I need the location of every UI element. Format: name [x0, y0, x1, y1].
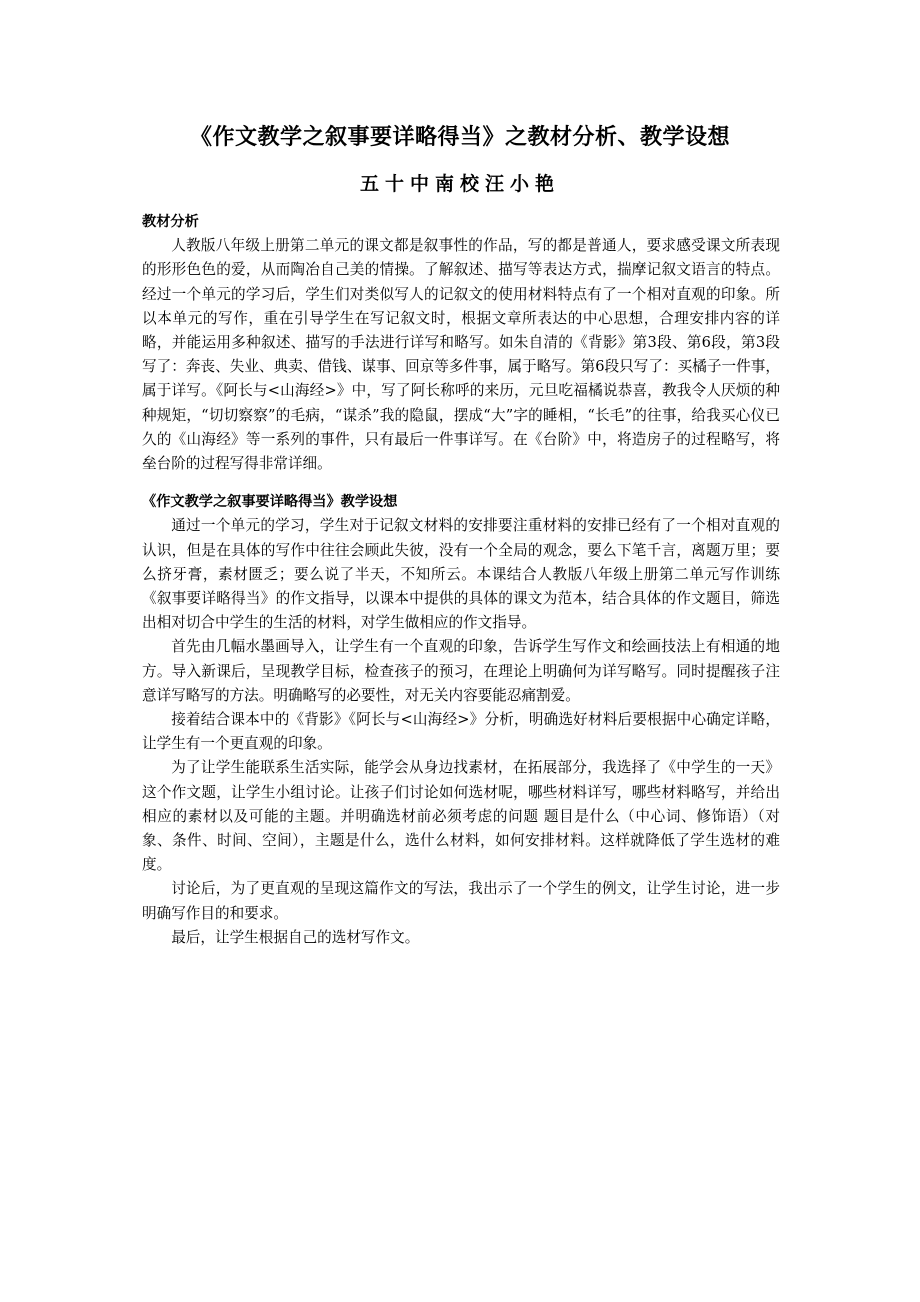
section-heading: 教材分析 [142, 214, 199, 230]
paragraph: 最后，让学生根据自己的选材写作文。 [171, 928, 420, 946]
paragraph: 首先由几幅水墨画导入，让学生有一个直观的印象，告诉学生写作文和绘画技法上有相通的地方。导入新课后，呈现教学目标，检查孩子的预习，在理论上明确何为详写略写。同时提醒孩子注意详写略写的方法。明确略写的必要性，对无关内容要能忍痛割爱。 [142, 638, 780, 704]
section-material-analysis [142, 210, 780, 476]
paragraph: 通过一个单元的学习，学生对于记叙文材料的安排要注重材料的安排已经有了一个相对直观的认识，但是在具体的写作中往往会顾此失彼，没有一个全局的观念，要么下笔千言，离题万里；要么挤牙膏，素材匮乏；要么说了半天，不知所云。本课结合人教版八年级上册第二单元写作训练《叙事要详略得当》的作文指导，以课本中提供的具体的课文为范本，结合具体的作文题目，筛选出相对切合中学生的生活的材料，对学生做相应的作文指导。 [142, 517, 780, 632]
paragraph: 人教版八年级上册第二单元的课文都是叙事性的作品，写的都是普通人，要求感受课文所表现的形形色色的爱，从而陶冶自己美的情操。了解叙述、描写等表达方式，揣摩记叙文语言的特点。经过一个单元的学习后，学生们对类似写人的记叙文的使用材料特点有了一个相对直观的印象。所以本单元的写作，重在引导学生在写记叙文时，根据文章所表达的中心思想，合理安排内容的详略，并能运用多种叙述、描写的手法进行详写和略写。如朱自清的《背影》第3段、第6段，第3段写了：奔丧、失业、典卖、借钱、谋事、回京等多件事，属于略写。第6段只写了：买橘子一件事，属于详写。《阿长与<山海经>》中，写了阿长称呼的来历，元旦吃福橘说恭喜，教我令人厌烦的种种规矩，“切切察察”的毛病，“谋杀”我的隐鼠，摆成“大”字的睡相，“长毛”的往事，给我买心仪已久的《山海经》等一系列的事件，只有最后一件事详写。在《台阶》中，将造房子的过程略写，将垒台阶的过程写得非常详细。 [142, 237, 780, 473]
paragraph: 接着结合课本中的《背影》《阿长与<山海经>》分析，明确选好材料后要根据中心确定详略，让学生有一个更直观的印象。 [142, 711, 780, 753]
section-heading: 《作文教学之叙事要详略得当》教学设想 [142, 494, 398, 511]
section-teaching-plan [142, 490, 780, 950]
paragraph: 讨论后，为了更直观的呈现这篇作文的写法，我出示了一个学生的例文，让学生讨论，进一步明确写作目的和要求。 [142, 880, 780, 922]
document-title: 《作文教学之叙事要详略得当》之教材分析、教学设想 [189, 124, 730, 150]
paragraph: 为了让学生能联系生活实际，能学会从身边找素材，在拓展部分，我选择了《中学生的一天》这个作文题，让学生小组讨论。让孩子们讨论如何选材呢，哪些材料详写，哪些材料略写，并给出相应的素材以及可能的主题。并明确选材前必须考虑的问题 题目是什么（中心词、修饰语）（对象、条件、时间、空间），主题是什么，选什么材料，如何安排材料。这样就降低了学生选材的难度。 [142, 759, 780, 874]
author-line: 五十中南校汪小艳 [359, 173, 560, 195]
section-spacer [142, 476, 780, 490]
document-body [142, 210, 780, 950]
